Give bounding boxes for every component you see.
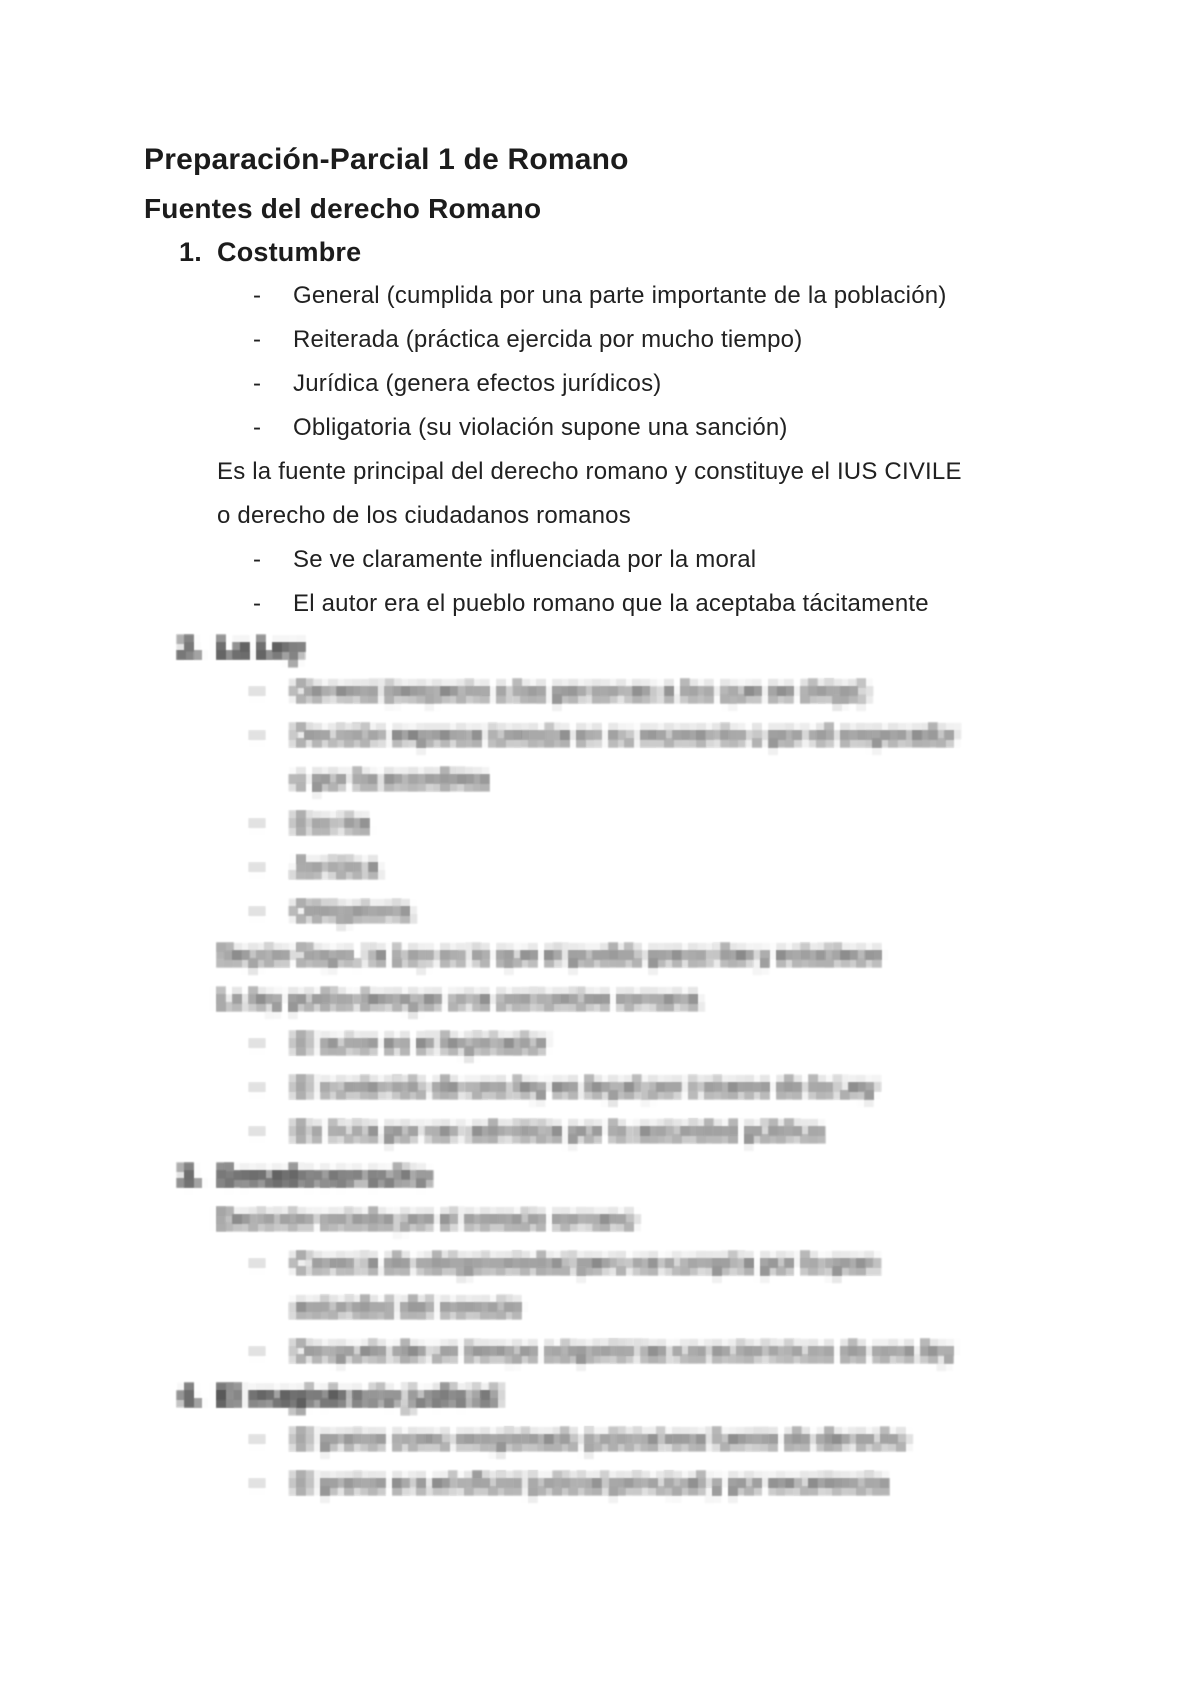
document-line	[0, 318, 1192, 362]
document-line	[0, 714, 1192, 758]
document-line	[0, 1330, 1192, 1374]
line-text: General (cumplida por una parte importante de la población)	[293, 282, 947, 309]
line-text: El contenido de una ley es legal por tratarse de la Ley	[293, 1074, 877, 1101]
list-marker: 3.	[179, 1161, 202, 1191]
section-heading: Fuentes del derecho Romano	[144, 193, 542, 224]
document-line	[0, 1462, 1192, 1506]
numbered-heading-line	[0, 230, 1192, 274]
list-marker: -	[253, 898, 262, 925]
document-line	[0, 1198, 1192, 1242]
line-text: El autor es el legislador	[293, 1030, 548, 1057]
document-line	[0, 494, 1192, 538]
line-text: Después de un tiempo adquirió las características de una ley	[293, 1338, 954, 1365]
document-line	[0, 1418, 1192, 1462]
document-line	[0, 274, 1192, 318]
list-marker: 4.	[179, 1381, 202, 1411]
line-text: La ley podía derogar una costumbre romana	[217, 986, 699, 1013]
numbered-heading-line	[0, 626, 1192, 670]
line-text: Es la fuente principal del derecho romano y constituye el IUS CIVILE	[217, 458, 962, 485]
list-marker: -	[253, 414, 262, 441]
numbered-heading-line	[0, 1154, 1192, 1198]
line-text: La Ley	[217, 633, 304, 663]
document-line	[0, 670, 1192, 714]
document-line	[0, 1066, 1192, 1110]
line-text: o por la asamblea	[293, 766, 488, 793]
line-text: Carecía de obligatoriedad pero se cumplía por la gran	[293, 1250, 878, 1277]
line-text: o derecho de los ciudadanos romanos	[217, 502, 631, 529]
page-title: Preparación-Parcial 1 de Romano	[144, 143, 629, 176]
line-text: Según Gayo, la Ley es lo que el pueblo prescribe y establece	[217, 942, 882, 969]
line-text: Reiterada (práctica ejercida por mucho tiempo)	[293, 326, 803, 353]
document-line	[0, 890, 1192, 934]
line-text: General (respecto a las personas a las que se dirige)	[293, 678, 868, 705]
line-text: Escrita	[293, 810, 368, 837]
line-text: Es lícita por ser admitida por la autoridad pública	[293, 1118, 823, 1145]
document-line	[0, 846, 1192, 890]
line-text: El magistrado judicial	[217, 1381, 501, 1411]
document-line	[0, 406, 1192, 450]
list-marker: -	[253, 590, 262, 617]
list-marker: -	[253, 370, 262, 397]
document-line	[0, 802, 1192, 846]
list-marker: 2.	[179, 633, 202, 663]
document-line	[0, 538, 1192, 582]
document-line	[0, 1022, 1192, 1066]
list-marker: -	[253, 854, 262, 881]
line-text: El pretor era el oficial judicial principal y por excelencia	[293, 1470, 887, 1497]
line-text: Jurídica (genera efectos jurídicos)	[293, 370, 662, 397]
list-marker: -	[253, 1118, 262, 1145]
document-line	[0, 934, 1192, 978]
list-marker: -	[253, 1074, 262, 1101]
list-marker: -	[253, 1338, 262, 1365]
list-marker: -	[253, 1426, 262, 1453]
line-text: Decisión votada por el senado romano	[217, 1206, 636, 1233]
document-line	[0, 978, 1192, 1022]
document-line	[0, 582, 1192, 626]
numbered-heading-line	[0, 1374, 1192, 1418]
line-text: Obligatoria (su violación supone una sanción)	[293, 414, 788, 441]
document-line	[0, 758, 1192, 802]
list-marker: 1.	[179, 237, 202, 267]
document-line	[0, 1242, 1192, 1286]
line-text: Se ve claramente influenciada por la moral	[293, 546, 757, 573]
line-text: El pretor como magistrado judicial era fuente de derecho	[293, 1426, 908, 1453]
list-marker: -	[253, 546, 262, 573]
line-text: Jurídica	[293, 854, 379, 881]
document-line	[0, 362, 1192, 406]
line-text: Senadoconsulto	[217, 1161, 430, 1191]
list-marker: -	[253, 1470, 262, 1497]
list-marker: -	[253, 810, 262, 837]
list-marker: -	[253, 282, 262, 309]
document-line	[0, 1110, 1192, 1154]
line-text: Decisión expresa tomada en su momento o por el emperador	[293, 722, 957, 749]
document-line	[0, 450, 1192, 494]
line-text: Costumbre	[217, 237, 362, 267]
list-marker: -	[253, 1250, 262, 1277]
list-marker: -	[253, 678, 262, 705]
list-marker: -	[253, 722, 262, 749]
document-line	[0, 1286, 1192, 1330]
list-marker: -	[253, 326, 262, 353]
line-text: Obligatoria	[293, 898, 412, 925]
line-text: autoridad del senado	[293, 1294, 522, 1321]
line-text: El autor era el pueblo romano que la aceptaba tácitamente	[293, 590, 929, 617]
list-marker: -	[253, 1030, 262, 1057]
